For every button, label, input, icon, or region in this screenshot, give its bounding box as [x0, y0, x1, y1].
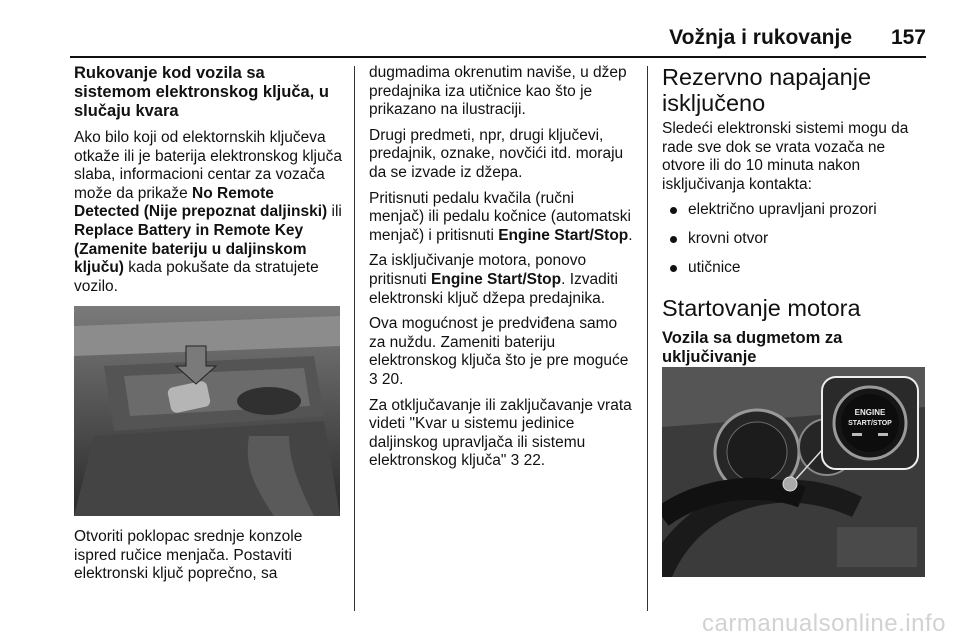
paragraph: Pritisnuti pedalu kvačila (ručni menjač) ili pedalu kočnice (automatski menjač) i pritisnuti Engine Start/Stop.	[369, 189, 633, 244]
column-middle	[369, 64, 633, 478]
column-divider	[354, 66, 355, 611]
engine-start-stop-label: Engine Start/Stop	[498, 226, 629, 244]
list-item: krovni otvor	[662, 230, 928, 249]
subheading-push-button: Vozila sa dugmetom za uključivanje	[662, 329, 843, 367]
bullet-icon	[670, 265, 677, 272]
console-illustration-icon	[74, 306, 340, 516]
column-divider	[647, 66, 648, 611]
list-item: utičnice	[662, 259, 928, 278]
dashboard-illustration-icon	[662, 367, 925, 577]
message-no-remote: No Remote Detected (Nije prepoznat daljinski)	[74, 184, 328, 221]
page-reference: 3 20.	[369, 370, 404, 388]
page-header	[70, 26, 926, 58]
paragraph: Ova mogućnost je predviđena samo za nuždu. Zameniti bateriju elektronskog ključa što je pre moguće 3 20.	[369, 315, 629, 388]
bullet-icon	[670, 207, 677, 214]
start-stop-button-text: START/STOP	[848, 420, 892, 427]
paragraph: Za otključavanje ili zaključavanje vrata videti "Kvar u sistemu jedinice daljinskog upravljača ili sistemu elektronskog ključa" 3 22.	[369, 396, 632, 470]
column-right	[662, 64, 928, 375]
caption-text: Otvoriti poklopac srednje konzole ispred ručice menjača. Postaviti elektronski ključ poprečno, sa	[74, 528, 303, 583]
heading-backup-power: Rezervno napajanje isključeno	[662, 64, 872, 116]
figure-caption	[74, 528, 342, 591]
heading-malfunction: Rukovanje kod vozila sa sistemom elektronskog ključa, u slučaju kvara	[74, 64, 329, 120]
watermark: carmanualsonline.info	[702, 610, 946, 637]
paragraph: Ako bilo koji od elektornskih ključeva otkaže ili je baterija elektronskog ključa slaba, informacioni centar za vozača može da prikaže No Remote Detected (Nije prepoznat daljinski) ili Replace Battery in Remote Key (Zamenite bateriju u daljinskom ključu) kada pokušate da stratujete vozilo.	[74, 129, 342, 295]
engine-button-text: ENGINE	[854, 408, 886, 417]
column-left	[74, 64, 342, 303]
paragraph: Drugi predmeti, npr, drugi ključevi, predajnik, oznake, novčići itd. moraju da se izvade iz džepa.	[369, 126, 624, 181]
bullet-list	[662, 201, 928, 277]
message-replace-battery: Replace Battery in Remote Key (Zamenite bateriju u daljinskom ključu)	[74, 221, 307, 277]
heading-starting-engine: Startovanje motora	[662, 295, 861, 322]
console-key-illustration	[74, 306, 340, 516]
list-item: električno upravljani prozori	[662, 201, 928, 220]
paragraph: Sledeći elektronski sistemi mogu da rade sve dok se vrata vozača ne otvore ili do 10 minuta nakon isključivanja kontakta:	[662, 120, 909, 193]
engine-start-stop-label: Engine Start/Stop	[431, 270, 562, 288]
paragraph: dugmadima okrenutim naviše, u džep predajnika iza utičnice kao što je prikazano na ilustraciji.	[369, 64, 627, 119]
bullet-icon	[670, 236, 677, 243]
page-number: 157	[890, 26, 926, 49]
section-title: Vožnja i rukovanje	[669, 26, 852, 49]
paragraph: Za isključivanje motora, ponovo pritisnuti Engine Start/Stop. Izvaditi elektronski ključ džepa predajnika.	[369, 252, 618, 307]
page-reference: 3 22.	[510, 452, 546, 470]
dashboard-illustration	[662, 367, 925, 577]
